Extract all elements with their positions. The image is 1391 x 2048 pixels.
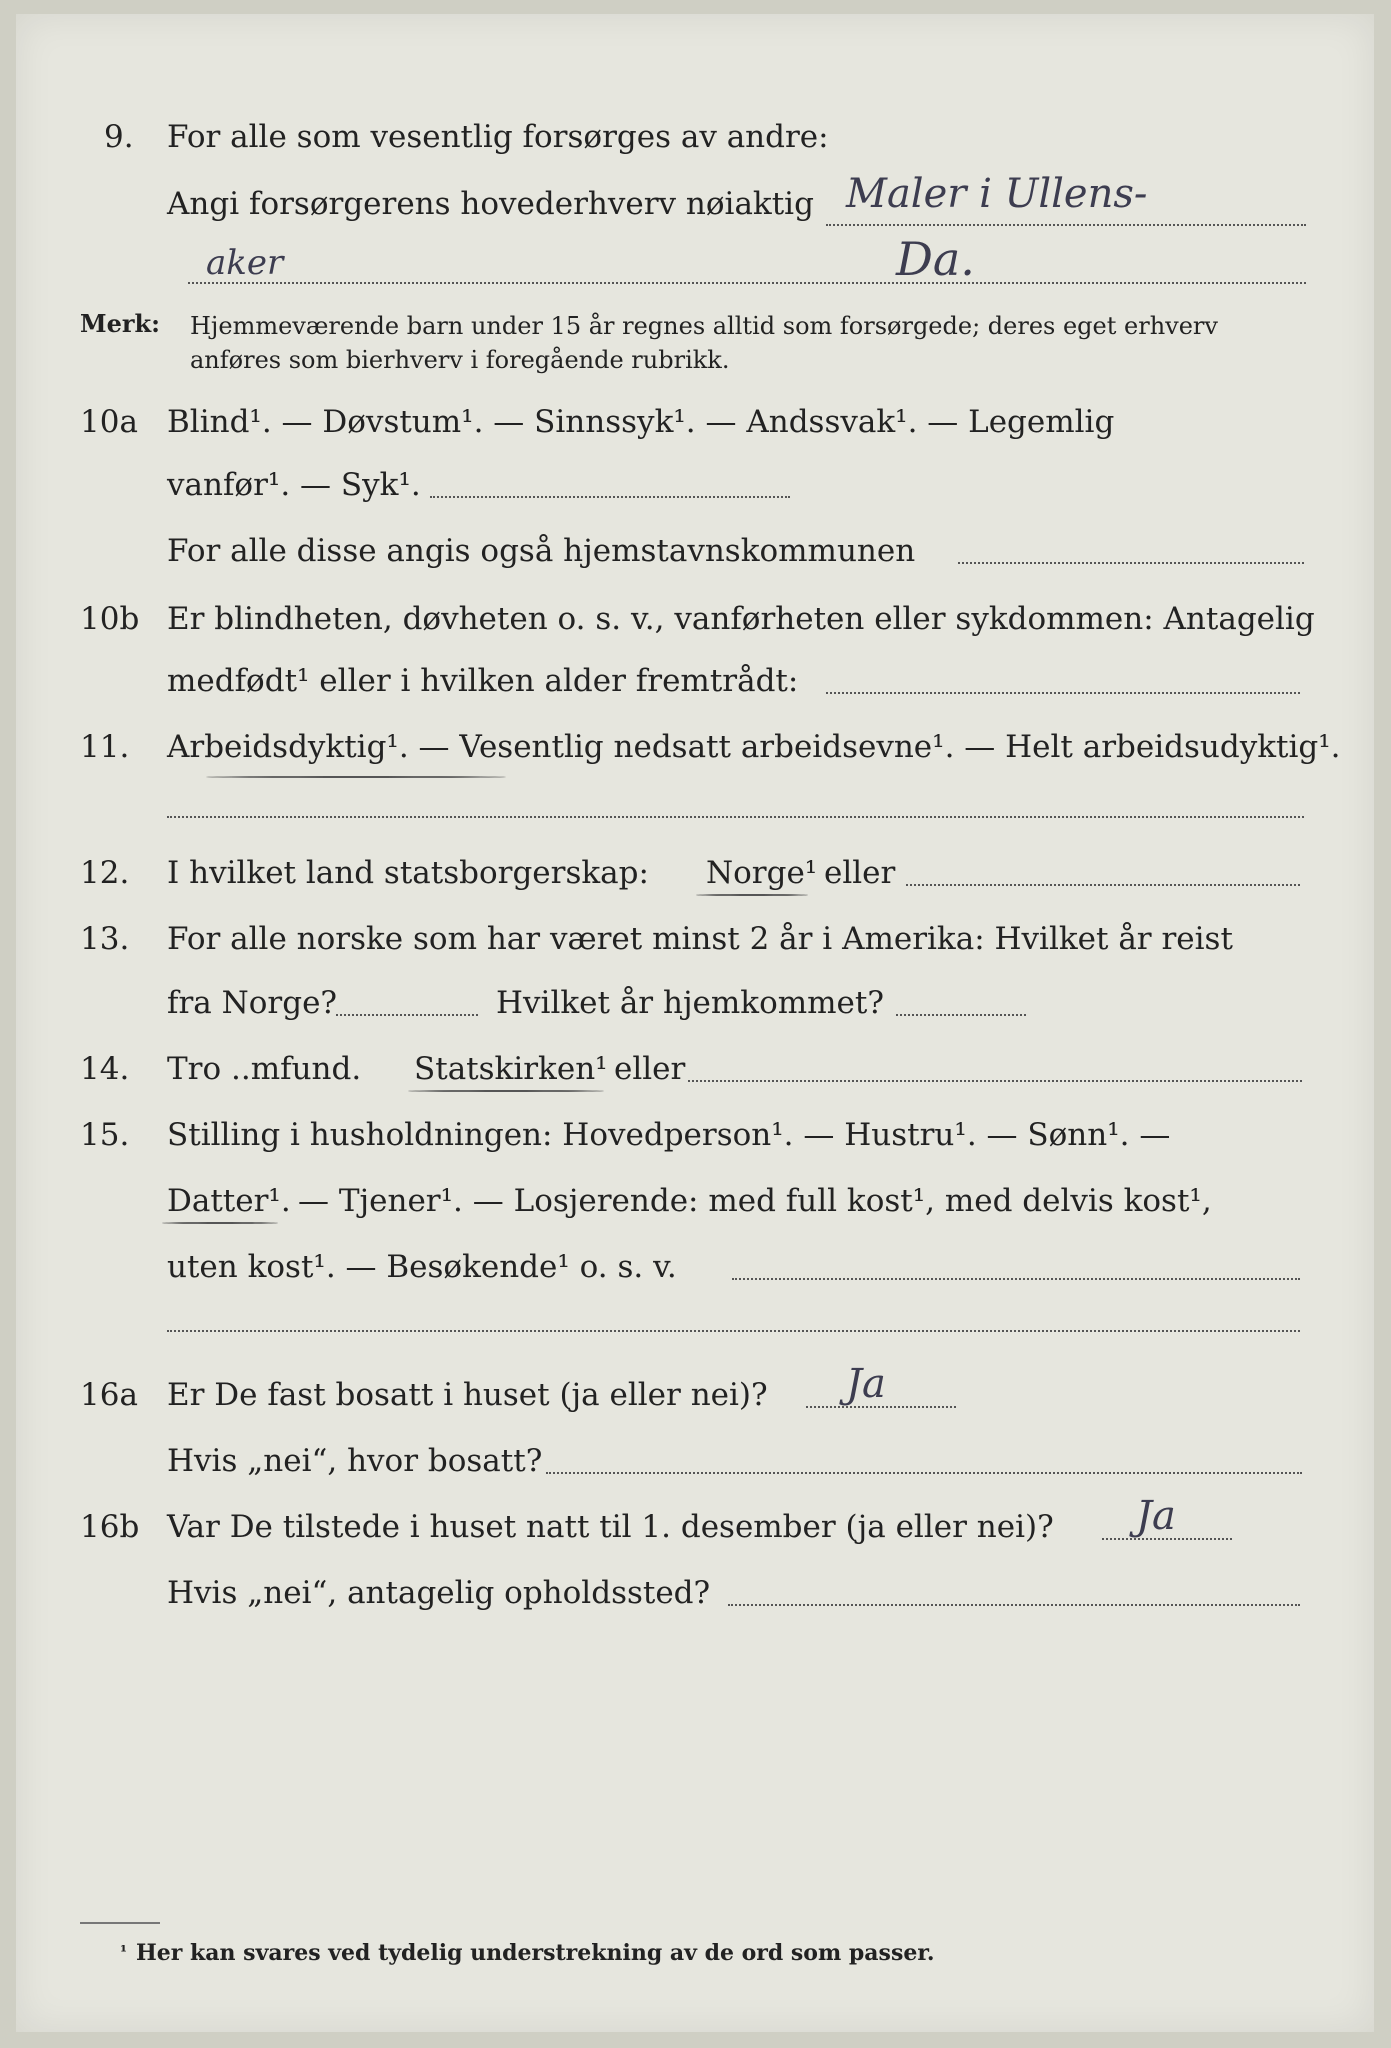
q11-arbeidsdyktig-underline (206, 776, 506, 778)
q11-answer-line (167, 816, 1304, 818)
q15-line1: Stilling i husholdningen: Hovedperson¹. — Hustru¹. — Sønn¹. — (167, 1117, 1171, 1153)
q13-number: 13. (80, 921, 130, 957)
footnote-rule (80, 1922, 160, 1924)
q16a-line2: Hvis „nei“, hvor bosatt? (167, 1443, 543, 1479)
q13-line2a: fra Norge? (167, 985, 338, 1021)
q15-datter: Datter¹. (167, 1183, 291, 1219)
q14-answer-line (688, 1080, 1302, 1082)
q12-number: 12. (80, 855, 130, 891)
q14-suffix: eller (614, 1051, 686, 1087)
q13-hjemkommet-line (896, 1014, 1026, 1016)
q13-reist-line (336, 1014, 478, 1016)
q12-prefix: I hvilket land statsborgerskap: (167, 855, 649, 891)
q13-line2b: Hvilket år hjemkommet? (496, 985, 884, 1021)
q10a-syk-line (430, 496, 790, 498)
q16b-line2: Hvis „nei“, antagelig opholdssted? (167, 1575, 711, 1611)
q14-number: 14. (80, 1051, 130, 1087)
q9-answer-line2 (188, 282, 1306, 284)
q15-number: 15. (80, 1117, 130, 1153)
q10b-line1: Er blindheten, døvheten o. s. v., vanførheten eller sykdommen: Antagelig (167, 601, 1315, 637)
q12-suffix: eller (824, 855, 896, 891)
q14-prefix: Tro ..mfund. (167, 1051, 362, 1087)
q16b-answer: Ja (1136, 1493, 1176, 1539)
q15-datter-underline (162, 1222, 278, 1224)
q10b-number: 10b (80, 601, 140, 637)
q16b-line1: Var De tilstede i huset natt til 1. desember (ja eller nei)? (167, 1509, 1054, 1545)
q16b-number: 16b (80, 1509, 140, 1545)
q13-line1: For alle norske som har været minst 2 år i Amerika: Hvilket år reist (167, 921, 1233, 957)
q16a-number: 16a (80, 1377, 138, 1413)
footnote-text: Her kan svares ved tydelig understrekning av de ord som passer. (136, 1940, 935, 1966)
merk-line2: anføres som bierhverv i foregående rubrikk. (190, 346, 730, 374)
q10a-line1: Blind¹. — Døvstum¹. — Sinnssyk¹. — Andssvak¹. — Legemlig (167, 404, 1115, 440)
q9-answer-line1 (826, 224, 1306, 226)
census-form-page (16, 14, 1374, 2032)
q10b-line2: medfødt¹ eller i hvilken alder fremtrådt: (167, 663, 799, 699)
q15-answer-line2 (167, 1330, 1300, 1332)
footnote-mark: ¹ (120, 1942, 128, 1961)
q14-statskirken-underline (408, 1090, 604, 1092)
q9-line2: Angi forsørgerens hovederhverv nøiaktig (167, 186, 814, 222)
q9-answer3: Da. (896, 232, 975, 286)
q16a-bosatt-line (546, 1472, 1302, 1474)
q12-norge-underline (696, 894, 808, 896)
q9-number: 9. (104, 119, 134, 155)
merk-line1: Hjemmeværende barn under 15 år regnes alltid som forsørgede; deres eget erhverv (190, 312, 1218, 340)
q10a-hjemstavn-line (958, 562, 1304, 564)
q10b-answer-line (826, 692, 1300, 694)
q16a-line1: Er De fast bosatt i huset (ja eller nei)? (167, 1377, 768, 1413)
q9-answer1: Maler i Ullens- (846, 171, 1148, 217)
q9-answer2: aker (206, 243, 284, 283)
q14-statskirken: Statskirken¹ (414, 1051, 608, 1087)
q15-line2: — Tjener¹. — Losjerende: med full kost¹, med delvis kost¹, (298, 1183, 1212, 1219)
q11-number: 11. (80, 729, 130, 765)
q16b-opholdssted-line (728, 1604, 1300, 1606)
q10a-line3: For alle disse angis også hjemstavnskommunen (167, 533, 916, 569)
q15-line3: uten kost¹. — Besøkende¹ o. s. v. (167, 1249, 677, 1285)
q9-line1: For alle som vesentlig forsørges av andre: (167, 119, 829, 155)
q12-answer-line (906, 884, 1300, 886)
q10a-number: 10a (80, 404, 138, 440)
q16a-answer: Ja (846, 1361, 886, 1407)
q11-line1: Arbeidsdyktig¹. — Vesentlig nedsatt arbeidsevne¹. — Helt arbeidsudyktig¹. (167, 729, 1341, 765)
q12-norge: Norge¹ (706, 855, 818, 891)
merk-label: Merk: (80, 309, 160, 338)
q15-answer-line1 (732, 1278, 1300, 1280)
q10a-line2: vanfør¹. — Syk¹. (167, 467, 421, 503)
